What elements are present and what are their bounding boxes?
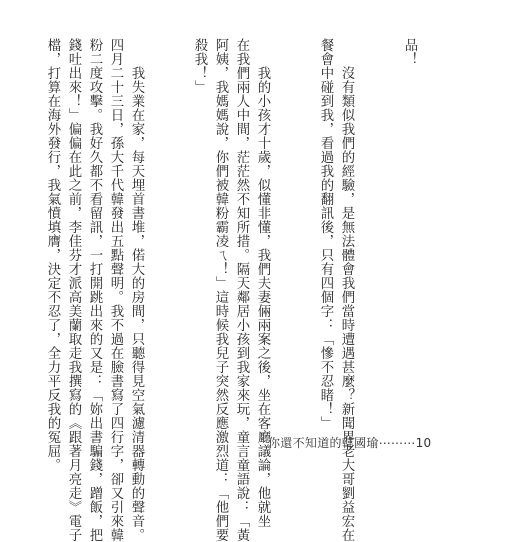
paragraph-4: 我失業在家，每天埋首書堆，偌大的房間，只聽得見空氣濾清器轉動的聲音。 四月二十三日，孫大千代韓發出五點聲明。我不過在臉書寫了四行字，卻又引來韓 粉二度攻擊。我好久都不看留訊，一打開跳出來的又是：「妳出書騙錢，蹭飯，把 錢吐出來！」偏偏在此之前，李佳芬才派高美蘭取走我撰寫的《跟著月亮走》電子 檔，打算在海外發行，我氣憤填膺，決定不忍了，全力平反我的冤屈。 [45,38,144,542]
paragraph-2: 沒有類似我們的經驗，是無法體會我們當時遭遇甚麼？新聞界老大哥劉益宏在 餐會中碰到我，看過我的翻訊後，只有四個字：「慘不忍睹！」 [318,38,354,542]
paragraph-1: 品！ [402,38,417,66]
paragraph-3: 我的小孩才十歲，似懂非懂，我們夫妻倆兩案之後，坐在客廳議論，他就坐 在我們兩人中間，茫茫然不知所措。隔天鄰居小孩到我家來玩，童言童語說：「黃 阿姨，我媽媽說，你們被韓粉霸凌ㄟ！」這時候我兒子突然反應激烈道：「他們要 殺我！」 [192,38,270,542]
page-footer: 你還不知道的韓國瑜⋯⋯⋯10 [268,436,432,450]
